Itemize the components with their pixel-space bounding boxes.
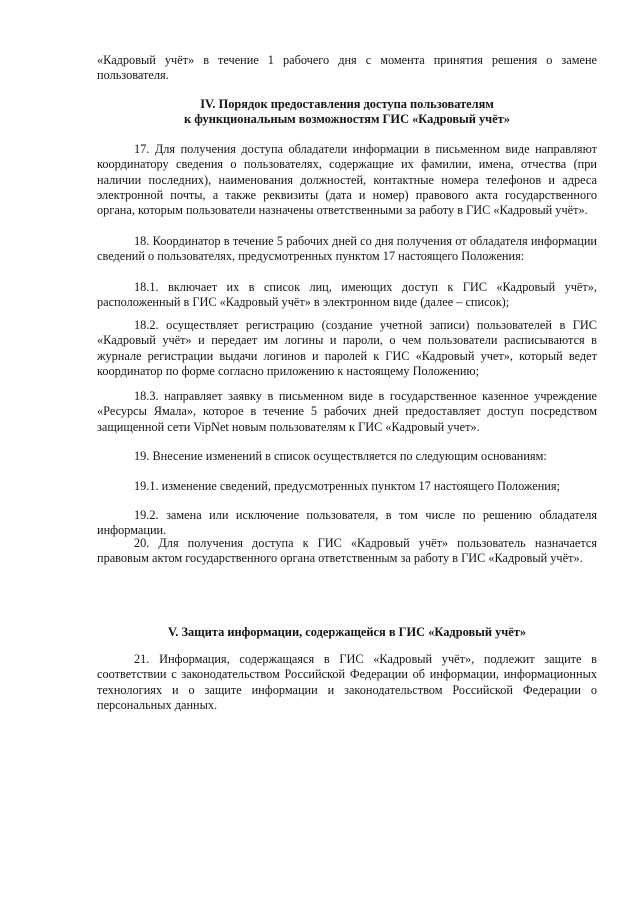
paragraph-18-3: 18.3. направляет заявку в письменном виде в государственное казенное учреждение «Ресурсы Ямала», которое в течение 5 рабочих дней предоставляет доступ посредством защищенной сети VipNet новым пользователям к ГИС «Кадровый учет». [97,389,597,434]
section-5-heading: V. Защита информации, содержащейся в ГИС «Кадровый учёт» [167,625,527,639]
paragraph-20: 20. Для получения доступа к ГИС «Кадровый учёт» пользователь назначается правовым актом государственного органа ответственным за работу в ГИС «Кадровый учёт». [97,536,597,566]
paragraph-18-1: 18.1. включает их в список лиц, имеющих доступ к ГИС «Кадровый учёт», расположенный в ГИС «Кадровый учёт» в электронном виде (далее – список); [97,280,597,310]
section-4-heading-line-2: к функциональным возможностям ГИС «Кадровый учёт» [184,112,510,126]
paragraph-21: 21. Информация, содержащаяся в ГИС «Кадровый учёт», подлежит защите в соответствии с законодательством Российской Федерации об информации, информационных технологиях и о защите информации и законодательством Российской Федерации о персональных данных. [97,652,597,712]
paragraph-17: 17. Для получения доступа обладатели информации в письменном виде направляют координатору сведения о пользователях, содержащие их фамилии, имена, отчества (при наличии последних), наименования должностей, контактные номера телефонов и адреса электронной почты, а также реквизиты (дата и номер) правового акта государственного органа, которым пользователи назначены ответственными за работу в ГИС «Кадровый учёт». [97,142,597,218]
paragraph-18: 18. Координатор в течение 5 рабочих дней со дня получения от обладателя информации сведений о пользователях, предусмотренных пунктом 17 настоящего Положения: [97,234,597,264]
paragraph-19-2: 19.2. замена или исключение пользователя, в том числе по решению обладателя информации. [97,508,597,538]
section-4-heading [97,97,597,127]
paragraph-19-1: 19.1. изменение сведений, предусмотренных пунктом 17 настоящего Положения; [134,479,560,493]
section-4-heading-line-1: IV. Порядок предоставления доступа пользователям [200,97,494,111]
paragraph-18-2: 18.2. осуществляет регистрацию (создание учетной записи) пользователей в ГИС «Кадровый учёт» и передает им логины и пароли, о чем пользователи расписываются в журнале регистрации выдачи логинов и паролей к ГИС «Кадровый учет», который ведет координатор по форме согласно приложению к настоящему Положению; [97,318,597,378]
continuation-paragraph: «Кадровый учёт» в течение 1 рабочего дня с момента принятия решения о замене пользователя. [97,53,597,83]
paragraph-19: 19. Внесение изменений в список осуществляется по следующим основаниям: [134,449,547,463]
